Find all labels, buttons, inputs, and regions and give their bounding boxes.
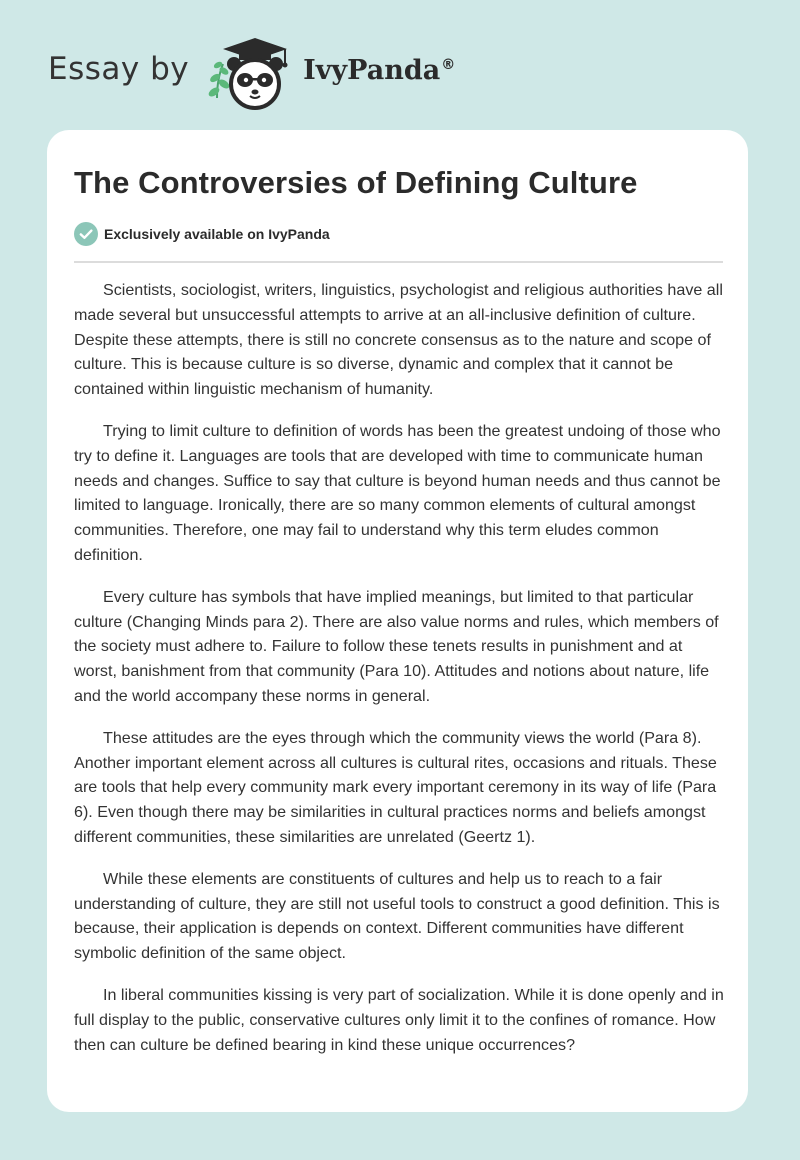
paragraph-5: While these elements are constituents of cultures and help us to reach to a fair understanding of culture, they are still not useful tools to construct a good definition. This is because, their application is depends on context. Different communities have different symbolic definition of the same object. bbox=[74, 869, 720, 963]
divider bbox=[74, 261, 723, 263]
site-header bbox=[48, 34, 455, 114]
panda-logo-icon[interactable] bbox=[205, 34, 297, 114]
registered-mark: ® bbox=[441, 56, 456, 73]
ivypanda-wordmark[interactable] bbox=[303, 55, 455, 86]
essay-by-label: Essay by bbox=[48, 51, 190, 87]
paragraph-2: Trying to limit culture to definition of words has been the greatest undoing of those who try to define it. Languages are tools that are developed with time to communicate human needs and changes. Suffice to say that culture is beyond human needs and thus cannot be limited to language. Ironically, there are so many common elements of cultural amongst communities. Therefore, one may fail to understand why this term eludes common definition. bbox=[74, 421, 721, 564]
exclusive-label: Exclusively available on IvyPanda bbox=[104, 226, 330, 242]
exclusive-badge bbox=[74, 222, 330, 246]
paragraph-6: In liberal communities kissing is very part of socialization. While it is done openly and in full display to the public, conservative cultures only limit it to the confines of romance. How then can culture be defined bearing in kind these unique occurrences? bbox=[74, 985, 724, 1054]
essay-card bbox=[47, 130, 748, 1112]
brand-name-text: IvyPanda bbox=[303, 54, 441, 86]
essay-title: The Controversies of Defining Culture bbox=[74, 165, 638, 200]
paragraph-4: These attitudes are the eyes through which the community views the world (Para 8). Another important element across all cultures is cultural rites, occasions and rituals. These are tools that help every community mark every important ceremony in its way of life (Para 6). Even though there may be similarities in cultural practices norms and beliefs amongst different communities, these similarities are unrelated (Geertz 1). bbox=[74, 728, 717, 846]
essay-body bbox=[74, 278, 724, 1074]
check-circle-icon bbox=[74, 222, 98, 246]
paragraph-3: Every culture has symbols that have implied meanings, but limited to that particular culture (Changing Minds para 2). There are also value norms and rules, which members of the society must adhere to. Failure to follow these tenets results in punishment and at worst, banishment from that community (Para 10). Attitudes and notions about nature, life and the world accompany these norms in general. bbox=[74, 587, 719, 705]
paragraph-1: Scientists, sociologist, writers, linguistics, psychologist and religious authorities have all made several but unsuccessful attempts to arrive at an all-inclusive definition of culture. Despite these attempts, there is still no concrete consensus as to the nature and scope of culture. This is because culture is so diverse, dynamic and complex that it cannot be contained within linguistic mechanism of humanity. bbox=[74, 281, 723, 399]
